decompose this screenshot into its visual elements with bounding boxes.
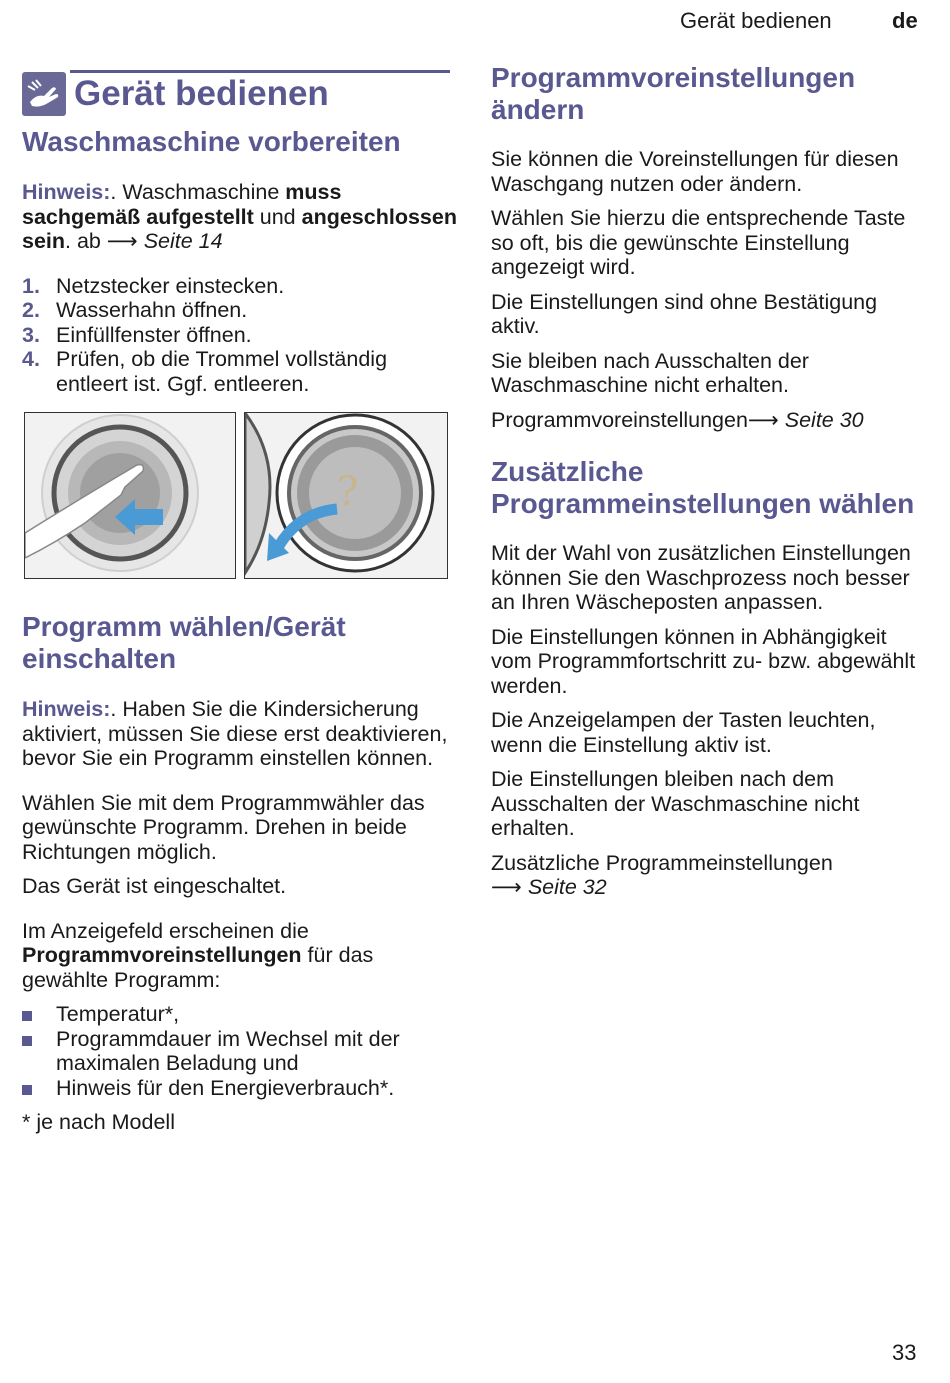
- running-header-section: Gerät bedienen: [680, 8, 832, 33]
- note-label: Hinweis:: [22, 180, 111, 204]
- presets-paragraph: Sie können die Voreinstellungen für diesen Waschgang nutzen oder ändern.: [491, 147, 899, 196]
- list-item: [22, 1027, 462, 1076]
- illustration-panel-open-door: [24, 412, 236, 579]
- program-paragraph: [22, 919, 462, 993]
- additional-paragraph: Die Einstellungen bleiben nach dem Ausschalten der Waschmaschine nicht erhalten.: [491, 767, 860, 840]
- note-label: Hinweis:: [22, 697, 111, 721]
- page-number: 33: [892, 1340, 917, 1365]
- hand-operating-icon: [22, 72, 66, 116]
- step-number: 4.: [22, 347, 40, 371]
- prepare-note: [22, 180, 462, 254]
- bullet-square-icon: [22, 1036, 32, 1046]
- footnote: * je nach Modell: [22, 1110, 175, 1134]
- reference-text: Programmvoreinstellungen: [491, 407, 748, 432]
- paragraph-text: für das gewählte Programm:: [22, 943, 374, 992]
- list-item: [22, 274, 462, 299]
- list-item: [22, 347, 462, 396]
- program-paragraph: Das Gerät ist eingeschaltet.: [22, 874, 287, 898]
- step-text: Prüfen, ob die Trommel vollständig entleert ist. Ggf. entleeren.: [56, 347, 388, 396]
- bullet-text: Temperatur*,: [56, 1002, 180, 1026]
- page-title: Gerät bedienen: [74, 74, 329, 113]
- step-number: 3.: [22, 322, 40, 347]
- note-text: und: [253, 204, 302, 229]
- step-text: Wasserhahn öffnen.: [56, 298, 248, 322]
- presets-paragraph: Wählen Sie hierzu die entsprechende Taste so oft, bis die gewünschte Einstellung angezeigt wird.: [491, 206, 906, 279]
- list-item: [22, 298, 462, 323]
- list-item: [22, 323, 462, 348]
- additional-paragraph: Die Anzeigelampen der Tasten leuchten, wenn die Einstellung aktiv ist.: [491, 708, 876, 757]
- note-text: . Waschmaschine: [110, 180, 286, 204]
- reference-text: Zusätzliche Programmeinstellungen: [491, 850, 833, 875]
- reference-arrow: ⟶: [747, 407, 779, 432]
- note-text: . Haben Sie die Kindersicherung aktiviert, müssen Sie diese erst deaktivieren, bevor Sie ein Programm einstellen können.: [22, 697, 448, 770]
- additional-paragraph: Die Einstellungen können in Abhängigkeit vom Programmfortschritt zu- bzw. abgewählt werden.: [491, 624, 916, 698]
- title-rule: [70, 70, 450, 73]
- presets-paragraph: Sie bleiben nach Ausschalten der Waschmaschine nicht erhalten.: [491, 348, 809, 397]
- note-text: . ab: [65, 229, 107, 253]
- question-mark-symbol: ?: [337, 469, 359, 515]
- presets-reference: [491, 408, 921, 433]
- additional-reference: [491, 851, 921, 900]
- step-number: 1.: [22, 273, 40, 298]
- language-code: de: [892, 8, 918, 33]
- program-note: [22, 697, 462, 771]
- prepare-heading: Waschmaschine vorbereiten: [22, 126, 401, 157]
- page-reference-link[interactable]: Seite 14: [143, 229, 223, 253]
- list-item: [22, 1076, 462, 1101]
- program-heading: Programm wählen/Gerät einschalten: [22, 611, 346, 674]
- paragraph-bold: Programmvoreinstellungen: [22, 943, 302, 967]
- bullet-square-icon: [22, 1085, 32, 1095]
- presets-heading: Programmvoreinstellungen ändern: [491, 62, 856, 125]
- bullet-square-icon: [22, 1011, 32, 1021]
- additional-heading: Zusätzliche Programmeinstellungen wählen: [491, 456, 915, 519]
- list-item: [22, 1002, 462, 1027]
- prepare-section: [22, 126, 462, 396]
- step-text: Einfüllfenster öffnen.: [56, 322, 252, 347]
- illustration-panel-check-drum: [244, 412, 448, 579]
- presets-paragraph: Die Einstellungen sind ohne Bestätigung aktiv.: [491, 289, 878, 338]
- bullet-text: Programmdauer im Wechsel mit der maximalen Beladung und: [56, 1026, 400, 1075]
- reference-arrow: ⟶: [491, 875, 522, 899]
- note-bold: muss sachgemäß aufgestellt: [22, 180, 342, 229]
- page-reference-link[interactable]: Seite 30: [784, 407, 864, 432]
- page-reference-link[interactable]: Seite 32: [527, 875, 607, 899]
- steps-list: [22, 274, 462, 397]
- paragraph-text: Im Anzeigefeld erscheinen die: [22, 918, 309, 943]
- presets-section: [491, 62, 921, 432]
- note-bold: angeschlossen sein: [22, 204, 457, 253]
- step-number: 2.: [22, 298, 40, 322]
- program-paragraph: Wählen Sie mit dem Programmwähler das gewünschte Programm. Drehen in beide Richtungen möglich.: [22, 790, 425, 864]
- additional-paragraph: Mit der Wahl von zusätzlichen Einstellungen können Sie den Waschprozess noch besser an Ihren Wäscheposten anpassen.: [491, 541, 911, 614]
- door-opening-illustration: [24, 412, 449, 579]
- bullet-list: [22, 1002, 462, 1100]
- additional-section: [491, 456, 921, 900]
- reference-arrow: ⟶: [106, 229, 138, 253]
- bullet-text: Hinweis für den Energieverbrauch*.: [56, 1075, 395, 1100]
- program-section: [22, 611, 462, 1135]
- step-text: Netzstecker einstecken.: [56, 273, 285, 298]
